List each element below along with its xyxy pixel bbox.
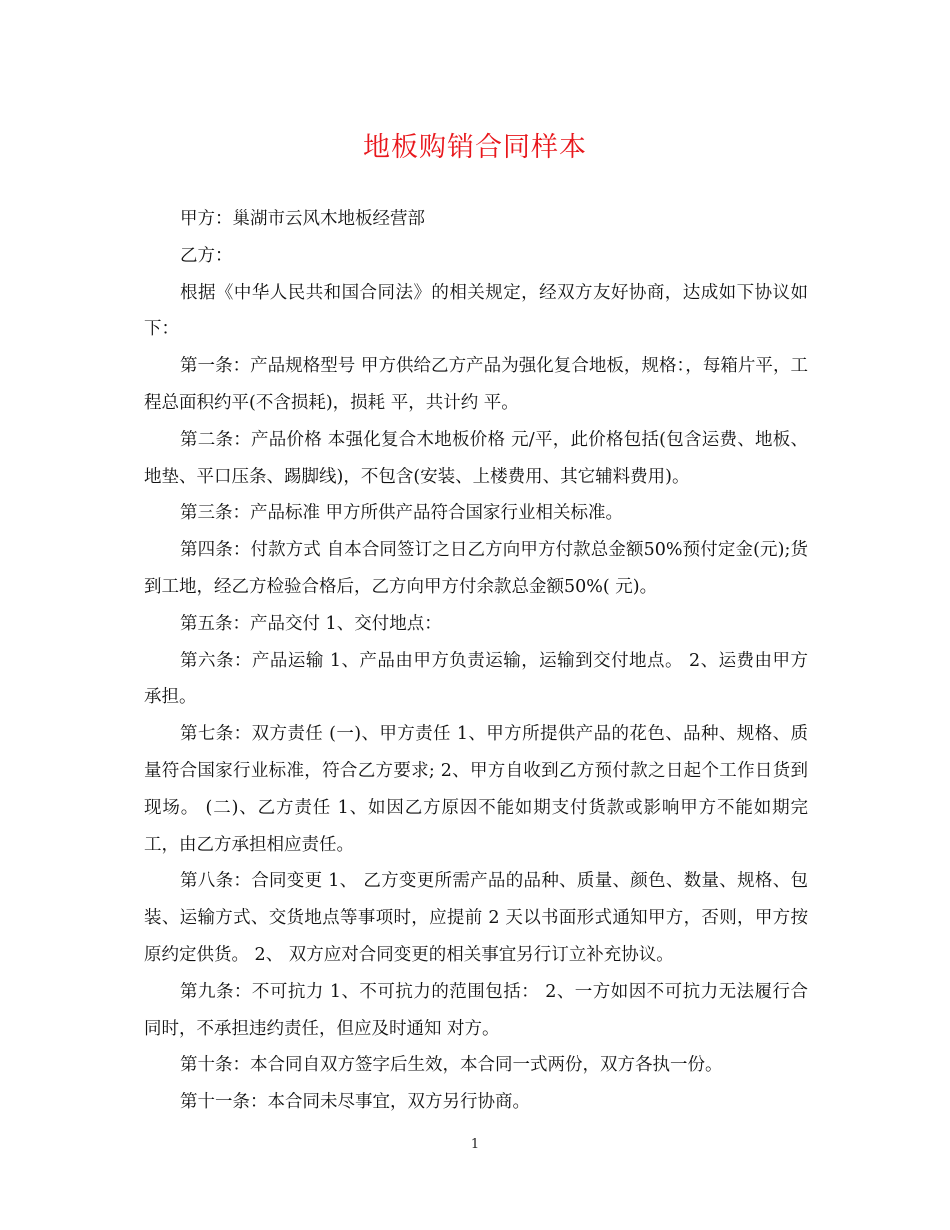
article-3-paragraph: 第三条：产品标准 甲方所供产品符合国家行业相关标准。	[180, 503, 624, 524]
preamble-paragraph: 根据《中华人民共和国合同法》的相关规定，经双方友好协商，达成如下协议如下：	[144, 282, 808, 340]
article-9-paragraph: 第九条：不可抗力 1、不可抗力的范围包括： 2、一方如因不可抗力无法履行合同时，不承担违约责任，但应及时通知 对方。	[144, 981, 808, 1039]
article-11-paragraph: 第十一条：本合同未尽事宜，双方另行协商。	[180, 1092, 530, 1113]
article-5-paragraph: 第五条：产品交付 1、交付地点：	[180, 613, 442, 634]
page-number: 1	[470, 1137, 480, 1152]
document-body	[144, 201, 808, 1121]
party-a-line: 甲方：巢湖市云风木地板经营部	[180, 209, 425, 229]
document-title: 地板购销合同样本	[363, 132, 587, 163]
article-2-paragraph: 第二条：产品价格 本强化复合木地板价格 元/平，此价格包括(包含运费、地板、地垫、平口压条、踢脚线)，不包含(安装、上楼费用、其它辅料费用)。	[144, 429, 808, 487]
article-10-paragraph: 第十条：本合同自双方签字后生效，本合同一式两份，双方各执一份。	[180, 1055, 723, 1076]
article-4-paragraph: 第四条：付款方式 自本合同签订之日乙方向甲方付款总金额50%预付定金(元);货到工地，经乙方检验合格后，乙方向甲方付余款总金额50%( 元)。	[144, 540, 808, 597]
article-8-paragraph: 第八条：合同变更 1、 乙方变更所需产品的品种、质量、颜色、数量、规格、包装、运输方式、交货地点等事项时，应提前 2 天以书面形式通知甲方，否则，甲方按原约定供货。 2、 双方应对合同变更的相关事宜另行订立补充协议。	[144, 871, 808, 965]
article-1-paragraph: 第一条：产品规格型号 甲方供给乙方产品为强化复合地板，规格：，每箱片平，工程总面积约平(不含损耗)，损耗 平，共计约 平。	[144, 356, 808, 413]
article-7-paragraph: 第七条：双方责任 (一)、甲方责任 1、甲方所提供产品的花色、品种、规格、质量符合国家行业标准，符合乙方要求; 2、甲方自收到乙方预付款之日起个工作日货到现场。 (二)、乙方责任 1、如因乙方原因不能如期支付货款或影响甲方不能如期完工，由乙方承担相应责任。	[144, 724, 808, 855]
article-6-paragraph: 第六条：产品运输 1、产品由甲方负责运输，运输到交付地点。 2、运费由甲方承担。	[144, 650, 808, 708]
party-b-line: 乙方：	[180, 245, 233, 266]
